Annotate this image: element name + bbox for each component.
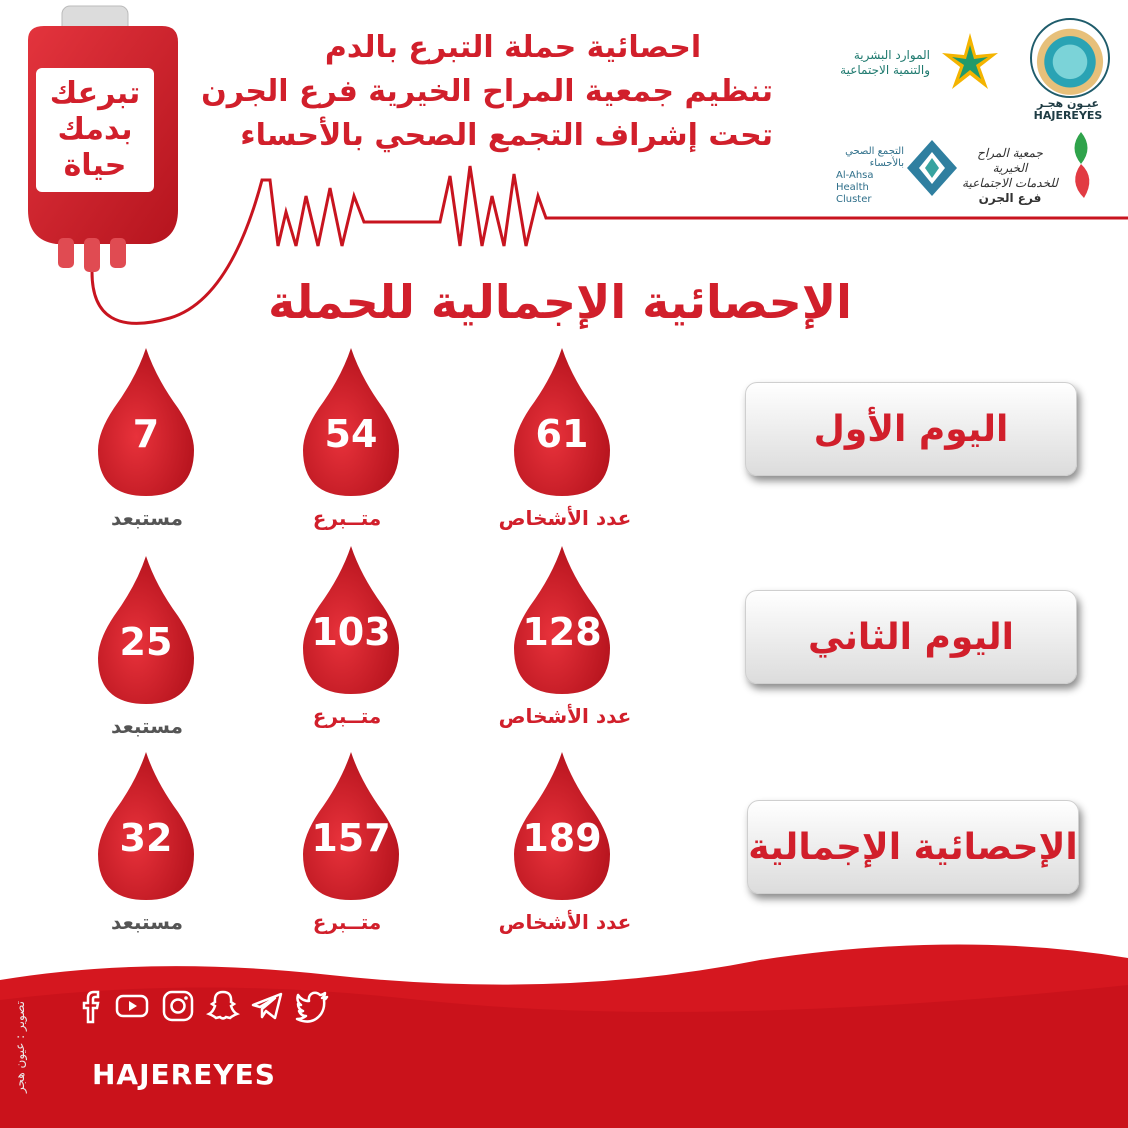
- bag-label-line-2: بدمك: [57, 112, 133, 147]
- ministry-logo-text: [820, 48, 930, 78]
- people-label: عدد الأشخاص: [498, 704, 632, 728]
- ministry-line-2: والتنمية الاجتماعية: [840, 63, 930, 77]
- cluster-line-4: Health Cluster: [836, 182, 872, 205]
- bag-label-line-3: حياة: [63, 148, 127, 183]
- hajer-name-ar: عيـون هجـر: [1036, 97, 1100, 110]
- health-cluster-logo-text: [836, 146, 904, 206]
- campaign-header: [201, 26, 773, 158]
- hajer-name-en: HAJEREYES: [1033, 109, 1103, 122]
- excluded-value: 32: [119, 816, 173, 860]
- charity-line-3: فرع الجرن: [978, 191, 1042, 205]
- day-2-button[interactable]: اليوم الثاني: [745, 590, 1077, 684]
- youtube-icon[interactable]: [114, 988, 150, 1024]
- excluded-label: مستبعد: [111, 506, 183, 530]
- facebook-icon[interactable]: [78, 988, 104, 1024]
- bag-tube-2: [84, 238, 100, 272]
- excluded-label: مستبعد: [111, 910, 183, 934]
- donors-value: 103: [311, 610, 391, 654]
- donors-value: 54: [324, 412, 378, 456]
- instagram-icon[interactable]: [160, 988, 196, 1024]
- donors-label: متــبرع: [312, 910, 382, 934]
- bag-label-line-1: تبرعك: [49, 76, 141, 111]
- bag-tube-1: [58, 238, 74, 268]
- side-logo-icon: [1064, 128, 1098, 200]
- excluded-value: 7: [132, 412, 160, 456]
- day-1-button[interactable]: اليوم الأول: [745, 382, 1077, 476]
- header-line-1: احصائية حملة التبرع بالدم: [324, 30, 702, 65]
- excluded-value: 25: [119, 620, 173, 664]
- bag-label: [36, 68, 154, 192]
- hajereyes-logo-text: [1022, 98, 1114, 122]
- cluster-line-2: بالأحساء: [869, 158, 904, 169]
- ministry-logo-icon: [935, 30, 1005, 96]
- telegram-icon[interactable]: [250, 988, 284, 1024]
- ministry-line-1: الموارد البشرية: [853, 48, 930, 62]
- charity-line-1: جمعية المراح الخيرية: [977, 146, 1043, 175]
- people-value: 61: [535, 412, 589, 456]
- donors-label: متــبرع: [312, 506, 382, 530]
- social-icons: [78, 988, 330, 1028]
- bag-tube-3: [110, 238, 126, 268]
- cluster-line-3: Al-Ahsa: [836, 170, 874, 181]
- people-value: 189: [522, 816, 602, 860]
- people-value: 128: [522, 610, 602, 654]
- health-cluster-logo-icon: [905, 138, 959, 198]
- brand-name: HAJEREYES: [92, 1058, 276, 1091]
- people-label: عدد الأشخاص: [498, 910, 632, 934]
- total-stats-button[interactable]: الإحصائية الإجمالية: [747, 800, 1079, 894]
- cluster-line-1: التجمع الصحي: [845, 146, 904, 157]
- hajereyes-logo-icon: [1030, 18, 1110, 98]
- photo-credit: تصوير : عيون هجر: [13, 1001, 27, 1093]
- people-label: عدد الأشخاص: [498, 506, 632, 530]
- twitter-icon[interactable]: [294, 988, 330, 1024]
- excluded-label: مستبعد: [111, 714, 183, 738]
- header-line-2: تنظيم جمعية المراح الخيرية فرع الجرن: [201, 74, 773, 109]
- header-line-3: تحت إشراف التجمع الصحي بالأحساء: [240, 118, 773, 153]
- main-title: الإحصائية الإجمالية للحملة: [268, 275, 852, 329]
- donors-value: 157: [311, 816, 391, 860]
- donors-label: متــبرع: [312, 704, 382, 728]
- charity-line-2: للخدمات الاجتماعية: [962, 176, 1058, 190]
- snapchat-icon[interactable]: [206, 988, 240, 1024]
- charity-logo-text: [960, 146, 1060, 206]
